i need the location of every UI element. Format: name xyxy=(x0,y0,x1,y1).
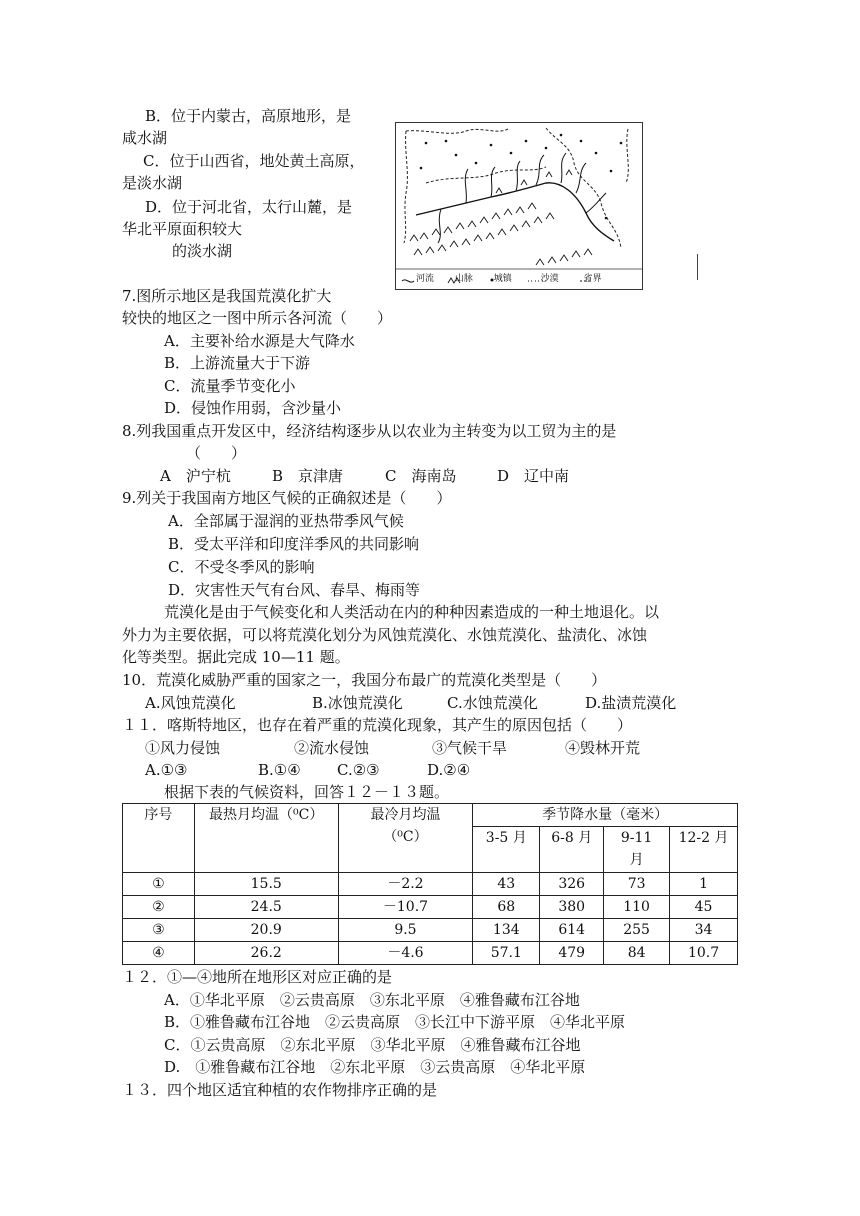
cell-p3: 255 xyxy=(604,919,670,942)
cell-cold: －4.6 xyxy=(338,942,473,965)
q12-stem: １２．①—④地所在地形区对应正确的是 xyxy=(122,968,393,986)
table-row xyxy=(123,896,738,919)
q8-option-a: A 沪宁杭 xyxy=(160,467,231,485)
q7-option-a: A．主要补给水源是大气降水 xyxy=(164,332,355,350)
header-sep-nov xyxy=(604,827,670,873)
q12-option-d: D. ①雅鲁藏布江谷地 ②东北平原 ③云贵高原 ④华北平原 xyxy=(164,1058,586,1076)
q6-option-b-line1: B．位于内蒙古，高原地形，是 xyxy=(145,107,352,125)
header-seasonal-precip: 季节降水量（毫米） xyxy=(473,804,738,827)
header-jun-aug: 6-8 月 xyxy=(540,827,604,873)
cell-no: ② xyxy=(123,896,195,919)
cell-p4: 34 xyxy=(670,919,738,942)
legend-border: 省界 xyxy=(583,274,602,284)
cell-p2: 380 xyxy=(540,896,604,919)
q11-item-2: ②流水侵蚀 xyxy=(294,739,370,757)
header-coldest-month xyxy=(338,804,473,873)
cell-p3: 73 xyxy=(604,873,670,896)
cell-p2: 479 xyxy=(540,942,604,965)
cell-no: ④ xyxy=(123,942,195,965)
q6-option-d-line3: 的淡水湖 xyxy=(172,242,233,260)
q6-option-c-line2: 是淡水湖 xyxy=(122,174,183,192)
cell-p1: 68 xyxy=(473,896,540,919)
cell-p2: 326 xyxy=(540,873,604,896)
q10-option-c: C.水蚀荒漠化 xyxy=(447,694,538,712)
map-legend xyxy=(400,273,602,285)
cell-p3: 110 xyxy=(604,896,670,919)
passage-line2: 外力为主要依据，可以将荒漠化划分为风蚀荒漠化、水蚀荒漠化、盐渍化、冰蚀 xyxy=(122,626,648,644)
q9-stem: 9.列关于我国南方地区气候的正确叙述是（ ） xyxy=(122,489,452,507)
cell-cold: －10.7 xyxy=(338,896,473,919)
cell-cold: 9.5 xyxy=(338,919,473,942)
q8-option-b: B 京津唐 xyxy=(272,467,344,485)
q8-option-c: C 海南岛 xyxy=(385,467,457,485)
q11-option-d: D.②④ xyxy=(427,761,471,779)
climate-table xyxy=(122,803,738,965)
table-row xyxy=(123,919,738,942)
q9-option-b: B．受太平洋和印度洋季风的共同影响 xyxy=(168,535,420,553)
q7-stem-line2: 较快的地区之一图中所示各河流（ ） xyxy=(122,309,393,327)
q10-option-d: D.盐渍荒漠化 xyxy=(585,694,677,712)
q10-option-b: B.冰蚀荒漠化 xyxy=(312,694,403,712)
q11-item-4: ④毁林开荒 xyxy=(565,739,641,757)
cell-hot: 26.2 xyxy=(194,942,338,965)
q13-stem: １３．四个地区适宜种植的农作物排序正确的是 xyxy=(122,1081,438,1099)
q9-option-c: C．不受冬季风的影响 xyxy=(168,558,315,576)
q9-option-a: A．全部属于湿润的亚热带季风气候 xyxy=(168,512,404,530)
q7-option-d: D．侵蚀作用弱，含沙量小 xyxy=(164,399,342,417)
q11-stem: １１．喀斯特地区，也存在着严重的荒漠化现象，其产生的原因包括（ ） xyxy=(122,716,633,734)
q7-option-b: B．上游流量大于下游 xyxy=(164,354,311,372)
q12-option-b: B．①雅鲁藏布江谷地 ②云贵高原 ③长江中下游平原 ④华北平原 xyxy=(164,1013,626,1031)
header-mar-may: 3-5 月 xyxy=(473,827,540,873)
q9-option-d: D．灾害性天气有台风、春旱、梅雨等 xyxy=(168,581,421,599)
cell-p4: 1 xyxy=(670,873,738,896)
q7-stem-line1: 7.图所示地区是我国荒漠化扩大 xyxy=(122,287,332,305)
q6-option-d-line1: D．位于河北省，太行山麓，是 xyxy=(145,198,353,216)
header-coldest-line2: （⁰C） xyxy=(383,829,428,845)
cell-p1: 134 xyxy=(473,919,540,942)
region-map-drawing xyxy=(396,123,642,289)
q6-option-d-line2: 华北平原面积较大 xyxy=(122,220,243,238)
cell-hot: 15.5 xyxy=(194,873,338,896)
q8-stem-line1: 8.列我国重点开发区中，经济结构逐步从以农业为主转变为以工贸为主的是 xyxy=(122,422,617,440)
cell-no: ① xyxy=(123,873,195,896)
cell-no: ③ xyxy=(123,919,195,942)
cell-cold: －2.2 xyxy=(338,873,473,896)
q6-option-c-line1: C．位于山西省，地处黄土高原， xyxy=(143,152,365,170)
q10-option-a: A.风蚀荒漠化 xyxy=(145,694,236,712)
cell-p4: 10.7 xyxy=(670,942,738,965)
header-coldest-line1: 最冷月均温 xyxy=(370,807,441,823)
q11-item-3: ③气候干旱 xyxy=(432,739,508,757)
cell-p3: 84 xyxy=(604,942,670,965)
q11-option-a: A.①③ xyxy=(145,761,188,779)
cell-p2: 614 xyxy=(540,919,604,942)
cell-p1: 43 xyxy=(473,873,540,896)
legend-desert: 沙漠 xyxy=(540,274,559,284)
table-intro: 根据下表的气候资料，回答１２－１３题。 xyxy=(164,783,450,801)
q8-stem-line2: （ ） xyxy=(186,444,247,462)
q11-option-b: B.①④ xyxy=(258,761,301,779)
header-hottest-month: 最热月均温（⁰C） xyxy=(194,804,338,873)
q12-option-c: C．①云贵高原 ②东北平原 ③华北平原 ④雅鲁藏布江谷地 xyxy=(164,1036,581,1054)
cell-hot: 24.5 xyxy=(194,896,338,919)
legend-town: 城镇 xyxy=(493,274,512,284)
region-map-figure xyxy=(395,122,643,290)
legend-river: 河流 xyxy=(416,274,435,284)
q7-option-c: C．流量季节变化小 xyxy=(164,377,296,395)
vertical-rule xyxy=(697,254,698,280)
header-sep-nov-line2: 月 xyxy=(629,852,644,868)
passage-line1: 荒漠化是由于气候变化和人类活动在内的种种因素造成的一种土地退化。以 xyxy=(164,603,660,621)
cell-p4: 45 xyxy=(670,896,738,919)
header-dec-feb: 12-2 月 xyxy=(670,827,738,873)
header-no: 序号 xyxy=(123,804,195,873)
q6-option-b-line2: 咸水湖 xyxy=(122,129,168,147)
q11-item-1: ①风力侵蚀 xyxy=(145,739,221,757)
q8-option-d: D 辽中南 xyxy=(497,467,570,485)
q12-option-a: A．①华北平原 ②云贵高原 ③东北平原 ④雅鲁藏布江谷地 xyxy=(164,991,580,1009)
passage-line3: 化等类型。据此完成 10—11 题。 xyxy=(122,648,350,666)
header-sep-nov-line1: 9-11 xyxy=(620,830,653,846)
legend-mountain: 山脉 xyxy=(454,274,473,284)
table-row xyxy=(123,942,738,965)
table-row xyxy=(123,873,738,896)
q10-stem: 10．荒漠化威胁严重的国家之一，我国分布最广的荒漠化类型是（ ） xyxy=(122,671,607,689)
cell-p1: 57.1 xyxy=(473,942,540,965)
cell-hot: 20.9 xyxy=(194,919,338,942)
q11-option-c: C.②③ xyxy=(337,761,380,779)
